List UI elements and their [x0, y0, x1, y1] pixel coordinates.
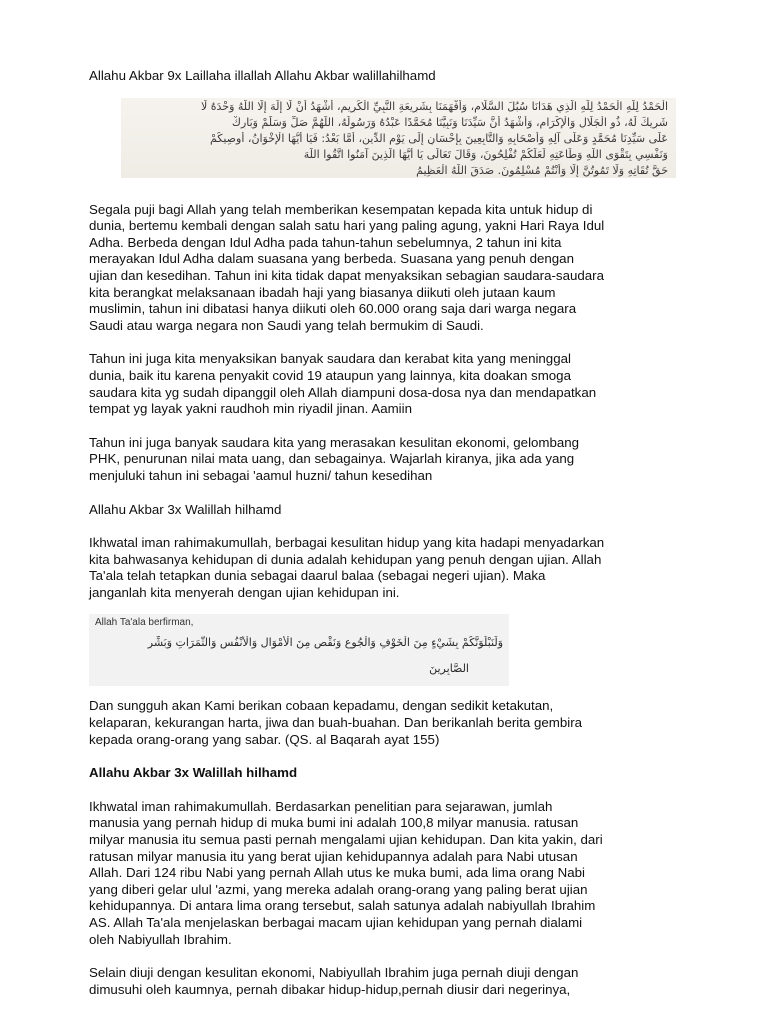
- takbir-heading-2: Allahu Akbar 3x Walillah hilhamd: [89, 765, 298, 781]
- arabic-opening-line-2: شَرِيكَ لَهُ، ذُو الْجَلَالِ وَالْإِكْرَامِ، وَأَشْهَدُ أَنَّ سَيِّدَنَا وَنَبِيَّنَا مُحَمَّدًا عَبْدُهُ وَرَسُولُهُ، اللَّهُمَّ صَلِّ وَسَلِّمْ وَبَارِكْ: [231, 115, 668, 129]
- quran-verse-image: [89, 614, 509, 686]
- takbir-heading-1: Allahu Akbar 3x Walillah hilhamd: [89, 501, 282, 517]
- paragraph-ibrahim: Selain diuji dengan kesulitan ekonomi, Nabiyullah Ibrahim juga pernah diuji dengan dimusuhi oleh kaumnya, pernah dibakar hidup-hidup,pernah diusir dari negerinya,: [89, 965, 579, 997]
- document-page: [89, 68, 689, 998]
- arabic-opening-image: [121, 98, 676, 178]
- opening-takbir-heading: Allahu Akbar 9x Laillaha illallah Allahu Akbar walillahilhamd: [89, 68, 436, 83]
- paragraph-trials: Ikhwatal iman rahimakumullah, berbagai kesulitan hidup yang kita hadapi menyadarkan kita bahwasanya kehidupan di dunia adalah kehidupan yang penuh dengan ujian. Allah Ta'ala telah tetapkan dunia sebagai daarul balaa (sebagai negeri ujian). Maka janganlah kita menyerah dengan ujian kehidupan ini.: [89, 535, 605, 600]
- verse-line-1: وَلَنَبْلُوَنَّكُمْ بِشَيْءٍ مِنَ الْخَوْفِ وَالْجُوعِ وَنَقْصٍ مِنَ الْأَمْوَالِ وَالْأَنْفُسِ وَالثَّمَرَاتِ وَبَشِّرِ: [147, 636, 503, 650]
- verse-line-2: الصَّابِرِينَ: [429, 662, 469, 676]
- paragraph-economy: Tahun ini juga banyak saudara kita yang merasakan kesulitan ekonomi, gelombang PHK, penurunan nilai mata uang, dan sebagainya. Wajarlah kiranya, jika ada yang menjuluki tahun ini sebagai 'aamul huzni/ tahun kesedihan: [89, 434, 580, 483]
- verse-caption: Allah Ta'ala berfirman,: [95, 617, 194, 629]
- arabic-opening-line-4: وَنَفْسِي بِتَقْوَى اللَّهِ وَطَاعَتِهِ لَعَلَّكُمْ تُفْلِحُونَ، وَقَالَ تَعَالَى يَا أَيُّهَا الَّذِينَ آمَنُوا اتَّقُوا اللَّهَ: [303, 147, 668, 161]
- paragraph-verse-translation: Dan sungguh akan Kami berikan cobaan kepadamu, dengan sedikit ketakutan, kelaparan, kekurangan harta, jiwa dan buah-buahan. Dan berikanlah berita gembira kepada orang-orang yang sabar. (QS. al Baqarah ayat 155): [89, 698, 583, 747]
- arabic-opening-line-1: الْحَمْدُ لِلَّهِ الْحَمْدُ لِلَّهِ الَّذِي هَدَانَا سُبُلَ السَّلَامِ، وَأَفْهَمَنَا بِشَرِيعَةِ النَّبِيِّ الْكَرِيمِ، أَشْهَدُ أَنْ لَا إِلَهَ إِلَّا اللَّهُ وَحْدَهُ لَا: [200, 99, 668, 113]
- arabic-opening-line-5: حَقَّ تُقَاتِهِ وَلَا تَمُوتُنَّ إِلَّا وَأَنْتُمْ مُسْلِمُونَ. صَدَقَ اللَّهُ الْعَظِيمُ: [416, 163, 668, 177]
- paragraph-condolence: Tahun ini juga kita menyaksikan banyak saudara dan kerabat kita yang meninggal dunia, baik itu karena penyakit covid 19 ataupun yang lainnya, kita doakan smoga saudara kita yg sudah dipanggil oleh Allah diampuni dosa-dosa nya dan mendapatkan tempat yg layak yakni raudhoh min riyadil jinan. Aamiin: [89, 351, 597, 417]
- arabic-opening-line-3: عَلَى سَيِّدِنَا مُحَمَّدٍ وَعَلَى آلِهِ وَأَصْحَابِهِ وَالتَّابِعِينَ بِإِحْسَانٍ إِلَى يَوْمِ الدِّينِ، أَمَّا بَعْدُ: فَيَا أَيُّهَا الْإِخْوَانُ، أُوصِيكُمْ: [209, 131, 668, 145]
- paragraph-prophets: Ikhwatal iman rahimakumullah. Berdasarkan penelitian para sejarawan, jumlah manusia yang pernah hidup di muka bumi ini adalah 100,8 milyar manusia. ratusan milyar manusia itu semua pasti pernah mengalami ujian kehidupan. Dan kita yakin, dari ratusan milyar manusia itu yang berat ujian kehidupannya adalah para Nabi utusan Allah. Dari 124 ribu Nabi yang pernah Allah utus ke muka bumi, ada lima orang Nabi yang diberi gelar ulul 'azmi, yang mereka adalah orang-orang yang paling berat ujian kehidupannya. Di antara lima orang tersebut, salah satunya adalah nabiyullah Ibrahim AS. Allah Ta'ala menjelaskan berbagai macam ujian kehidupan yang pernah dialami oleh Nabiyullah Ibrahim.: [89, 798, 603, 947]
- paragraph-praise: Segala puji bagi Allah yang telah memberikan kesempatan kepada kita untuk hidup di dunia, bertemu kembali dengan salah satu hari yang paling agung, yakni Hari Raya Idul Adha. Berbeda dengan Idul Adha pada tahun-tahun sebelumnya, 2 tahun ini kita merayakan Idul Adha dalam suasana yang berbeda. Suasana yang penuh dengan ujian dan kesedihan. Tahun ini kita tidak dapat menyaksikan sebagian saudara-saudara kita berangkat melaksanaan ibadah haji yang biasanya diikuti oleh jutaan kaum muslimin, tahun ini dibatasi hanya diikuti oleh 60.000 orang saja dari warga negara Saudi atau warga negara non Saudi yang telah bermukim di Saudi.: [89, 201, 605, 333]
